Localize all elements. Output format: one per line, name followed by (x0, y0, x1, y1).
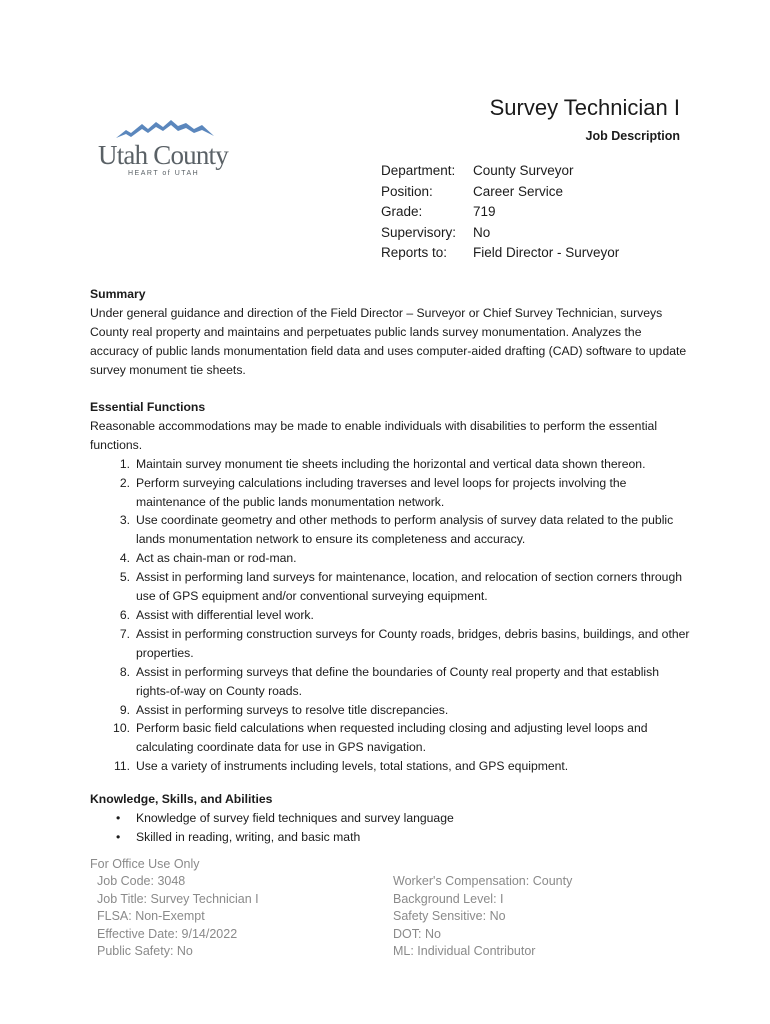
item-text: Perform surveying calculations including traverses and level loops for projects involving the maintenance of the public lands monumentation network. (136, 475, 627, 509)
page-subtitle: Job Description (585, 129, 680, 143)
meta-value: No (473, 224, 491, 240)
bullet-icon: • (116, 829, 121, 844)
ksa-heading: Knowledge, Skills, and Abilities (90, 792, 273, 806)
office-field: Public Safety: No (97, 944, 193, 959)
item-text: Assist with differential level work. (136, 607, 314, 622)
logo-tagline: HEART of UTAH (128, 170, 200, 177)
item-number: 6. (119, 607, 130, 622)
list-item (90, 474, 690, 512)
list-item (90, 719, 690, 757)
list-item (90, 455, 690, 474)
item-number: 9. (119, 702, 130, 717)
meta-value: County Surveyor (473, 163, 574, 178)
item-text: Use coordinate geometry and other methods to perform analysis of survey data related to the public lands monumentation network to ensure its completeness and accuracy. (136, 513, 674, 547)
item-number: 3. (119, 513, 130, 528)
item-text: Assist in performing construction surveys for County roads, bridges, debris basins, buildings, and other properties. (136, 626, 690, 660)
item-text: Maintain survey monument tie sheets including the horizontal and vertical data shown thereon. (136, 456, 646, 471)
office-field: ML: Individual Contributor (393, 944, 536, 959)
meta-row-position (381, 182, 619, 203)
list-item (90, 606, 690, 625)
item-number: 11. (113, 759, 130, 774)
ksa-section (90, 790, 690, 847)
item-text: Act as chain-man or rod-man. (136, 551, 297, 566)
meta-label: Grade: (381, 204, 423, 219)
item-text: Assist in performing surveys that define the boundaries of County real property and that establish rights-of-way on County roads. (136, 664, 659, 698)
office-field: Job Title: Survey Technician I (97, 891, 259, 906)
office-right-column (393, 873, 572, 960)
office-left-column (90, 873, 393, 960)
utah-county-logo (98, 118, 233, 182)
item-text: Perform basic field calculations when requested including closing and adjusting level loops and calculating coordinate data for use in GPS navigation. (136, 721, 648, 755)
list-item (90, 828, 690, 847)
list-item (90, 809, 690, 828)
item-text: Skilled in reading, writing, and basic math (136, 829, 361, 844)
essential-intro: Reasonable accommodations may be made to enable individuals with disabilities to perform the essential functions. (90, 418, 658, 452)
item-text: Use a variety of instruments including levels, total stations, and GPS equipment. (136, 759, 569, 774)
office-field: Job Code: 3048 (97, 874, 186, 889)
meta-label: Reports to: (381, 245, 448, 260)
office-field: Worker's Compensation: County (393, 874, 573, 889)
meta-row-reports-to (381, 243, 619, 264)
item-text: Assist in performing surveys to resolve title discrepancies. (136, 702, 449, 717)
item-text: Assist in performing land surveys for maintenance, location, and relocation of section corners through use of GPS equipment and/or conventional surveying equipment. (136, 570, 683, 604)
office-field: FLSA: Non-Exempt (97, 909, 205, 924)
item-text: Knowledge of survey field techniques and survey language (136, 810, 454, 825)
office-field: DOT: No (393, 926, 441, 941)
list-item (90, 757, 690, 776)
list-item (90, 663, 690, 701)
item-number: 8. (119, 664, 130, 679)
item-number: 4. (119, 551, 130, 566)
item-number: 1. (119, 456, 130, 471)
meta-value: Field Director - Surveyor (473, 245, 620, 260)
office-use-footer (90, 856, 690, 960)
essential-functions-section (90, 398, 690, 776)
meta-value: 719 (473, 204, 496, 219)
essential-heading: Essential Functions (90, 400, 206, 414)
mountains-icon (116, 118, 214, 140)
summary-text: Under general guidance and direction of the Field Director – Surveyor or Chief Survey Technician, surveys County real property and maintains and perpetuates public lands survey monumentation. Analyzes the accuracy of public lands monumentation field data and uses computer-aided drafting (CAD) software to update survey monument tie sheets. (90, 305, 687, 377)
summary-heading: Summary (90, 287, 146, 301)
logo-name: Utah County (98, 140, 228, 170)
office-heading: For Office Use Only (90, 857, 200, 871)
ksa-list (90, 809, 690, 847)
meta-row-grade (381, 202, 619, 223)
item-number: 7. (119, 626, 130, 641)
office-field: Background Level: I (393, 891, 504, 906)
meta-row-department (381, 161, 619, 182)
page-title: Survey Technician I (489, 95, 680, 120)
list-item (90, 511, 690, 549)
job-meta (381, 161, 619, 264)
meta-label: Department: (381, 163, 456, 178)
list-item (90, 625, 690, 663)
meta-label: Position: (381, 183, 433, 199)
item-number: 2. (119, 475, 130, 490)
bullet-icon: • (116, 810, 121, 825)
item-number: 5. (119, 570, 130, 585)
essential-list (90, 455, 690, 776)
meta-row-supervisory (381, 223, 619, 244)
summary-section (90, 285, 690, 380)
list-item (90, 568, 690, 606)
office-field: Safety Sensitive: No (393, 909, 506, 924)
list-item (90, 549, 690, 568)
meta-value: Career Service (473, 183, 564, 199)
meta-label: Supervisory: (381, 224, 457, 240)
list-item (90, 701, 690, 720)
item-number: 10. (113, 721, 130, 736)
office-field: Effective Date: 9/14/2022 (97, 926, 238, 941)
